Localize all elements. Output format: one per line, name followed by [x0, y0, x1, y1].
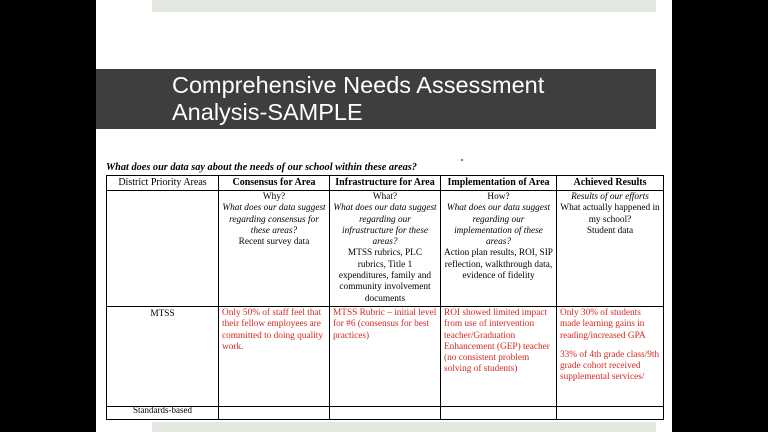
mtss-implementation-cell: [441, 306, 557, 406]
header-row: [107, 176, 664, 191]
cut-cell: [219, 406, 330, 419]
spacer: [560, 342, 660, 350]
prompt-cell-implementation: [441, 191, 557, 307]
prompt-source: Recent survey data: [238, 237, 310, 248]
prompt-row: [107, 191, 664, 307]
slide: [96, 0, 672, 432]
mtss-consensus-cell: Only 50% of staff feel that their fellow employees are committed to doing quality work.: [219, 306, 330, 406]
implementation-note: (no consistent problem solving of students): [444, 353, 530, 375]
cut-area-cell: [107, 406, 219, 419]
prompt-cell-infrastructure: [330, 191, 441, 307]
prompt-source: Action plan results, ROI, SIP reflection, walkthrough data, evidence of fidelity: [444, 248, 553, 282]
prompt-question: What actually happened in my school?: [560, 203, 660, 225]
area-label: MTSS: [107, 306, 219, 406]
prompt-question: What does our data suggest regarding our infrastructure for these areas?: [333, 203, 437, 248]
mtss-results-cell: [557, 306, 664, 406]
bottom-accent-bar: [152, 422, 656, 432]
prompt-lead: Results of our efforts: [571, 192, 649, 202]
needs-assessment-table: [106, 175, 664, 420]
prompt-source: MTSS rubrics, PLC rubrics, Title 1 expenditures, family and community involvement documents: [338, 248, 432, 304]
prompt-lead: What?: [372, 192, 398, 202]
prompt-cell-empty: [107, 191, 219, 307]
table-row-mtss: [107, 306, 664, 406]
prompt-cell-results: [557, 191, 664, 307]
cut-area-label: Standards-based: [133, 406, 192, 415]
prompt-question: What does our data suggest regarding our implementation of these areas?: [446, 203, 551, 248]
implementation-finding: ROI showed limited impact from use of intervention teacher/Graduation Enhancement (GEP) teacher: [444, 307, 550, 352]
scan-speck: [461, 159, 463, 161]
cut-cell: [441, 406, 557, 419]
prompt-source: Student data: [586, 225, 634, 236]
table-question: What does our data say about the needs of our school within these areas?: [106, 162, 417, 173]
header-cell: Infrastructure for Area: [330, 176, 441, 191]
header-cell: Achieved Results: [557, 176, 664, 191]
prompt-question: What does our data suggest regarding consensus for these areas?: [222, 203, 326, 236]
header-cell: Implementation of Area: [441, 176, 557, 191]
title-line-1: Comprehensive Needs Assessment: [172, 72, 545, 98]
table-row-cut: [107, 406, 664, 419]
prompt-lead: How?: [487, 192, 510, 202]
prompt-lead: Why?: [262, 192, 286, 202]
header-cell: Consensus for Area: [219, 176, 330, 191]
title-line-2: Analysis-SAMPLE: [172, 99, 363, 125]
results-supplemental: 33% of 4th grade class/9th grade cohort received supplemental services/: [560, 349, 660, 383]
slide-title: [172, 72, 544, 126]
cut-cell: [557, 406, 664, 419]
prompt-cell-consensus: [219, 191, 330, 307]
cut-cell: [330, 406, 441, 419]
mtss-infrastructure-cell: MTSS Rubric – initial level for #6 (consensus for best practices): [330, 306, 441, 406]
top-accent-bar: [152, 0, 656, 12]
results-finding: Only 30% of students made learning gains in reading/increased GPA: [560, 307, 646, 341]
header-cell: District Priority Areas: [107, 176, 219, 191]
